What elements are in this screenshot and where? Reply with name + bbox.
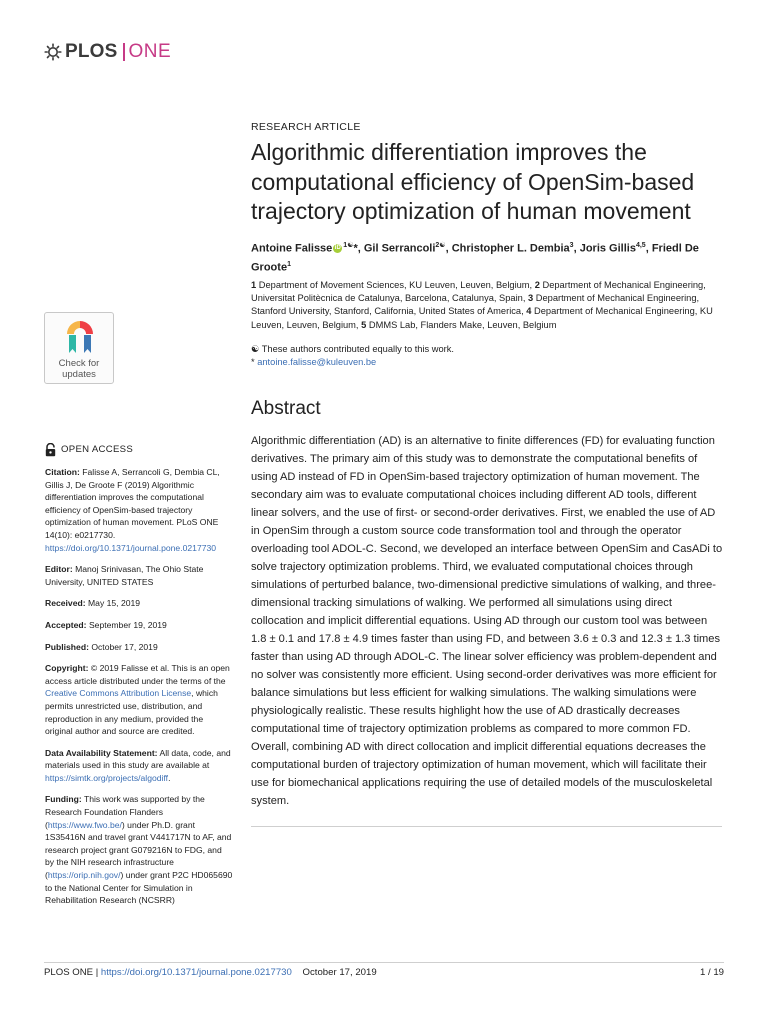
author-list: Antoine Falisse iD $^{1☯}$*, Gil Serrancoli$^{2☯}$, Christopher L. Dembia$^3$, Joris Gillis$^{4,5}$, Friedl De Groote$^1$ bbox=[251, 242, 699, 274]
funding-text-end: ) under grant P2C HD065690 to the National Center for Simulation in Rehabilitation Research (NCSRR) bbox=[45, 870, 233, 906]
copyright-label: Copyright: bbox=[45, 663, 89, 674]
author-sup: 4,5 bbox=[635, 242, 646, 249]
funding-label: Funding: bbox=[45, 794, 82, 805]
author-sup: 2☯ bbox=[435, 242, 446, 249]
author-sup: 3 bbox=[569, 242, 574, 249]
affiliation-number: 2 bbox=[534, 280, 540, 290]
page-footer bbox=[44, 967, 724, 978]
funding-block bbox=[45, 793, 233, 906]
affiliation-number: 5 bbox=[361, 319, 367, 330]
accepted-label: Accepted: bbox=[45, 619, 87, 630]
orcid-icon[interactable]: iD bbox=[334, 245, 341, 252]
page-number: 1 / 19 bbox=[699, 967, 724, 978]
footer-doi-link[interactable]: https://doi.org/10.1371/journal.pone.0217730 bbox=[100, 967, 292, 978]
article-type: RESEARCH ARTICLE bbox=[251, 121, 361, 133]
data-availability-end: . bbox=[168, 772, 171, 783]
footer-journal: PLOS ONE bbox=[44, 967, 94, 978]
open-access-text: OPEN ACCESS bbox=[61, 443, 134, 455]
logo-plos-text: PLOS bbox=[65, 41, 118, 62]
corresponding-star: * bbox=[353, 242, 358, 255]
affiliation-number: 4 bbox=[526, 306, 532, 317]
funding-fwo-link[interactable]: https://www.fwo.be/ bbox=[47, 819, 122, 830]
corresponding-mark: * bbox=[251, 356, 255, 367]
data-availability-text: All data, code, and materials used in this study are available at bbox=[45, 747, 231, 771]
copyright-block bbox=[45, 662, 233, 738]
abstract-divider bbox=[251, 826, 722, 827]
received-block bbox=[45, 597, 233, 610]
author-name[interactable]: Friedl De Groote bbox=[251, 242, 699, 274]
editor-text: Manoj Srinivasan, The Ohio State University, UNITED STATES bbox=[45, 564, 204, 587]
author-name[interactable]: Antoine Falisse bbox=[251, 242, 333, 255]
published-label: Published: bbox=[45, 641, 89, 652]
equal-contribution-note: ☯ These authors contributed equally to this work. bbox=[251, 344, 454, 354]
abstract-text: Algorithmic differentiation (AD) is an alternative to finite differences (FD) for evaluating function derivatives. The primary aim of this study was to demonstrate the computational benefits of using AD instead of FD in OpenSim-based trajectory optimization of human movement. The secondary aim was to evaluate computational choices including different AD tools, different linear solvers, and the use of first- or second-order derivatives. First, we enabled the use of AD in OpenSim through a custom source code transformation tool and through the operator overloading tool ADOL-C. Second, we developed an interface between OpenSim and CasADi to solve trajectory optimization problems. Third, we evaluated computational choices through simulations of perturbed balance, two-dimensional predictive simulations of walking, and three-dimensional tracking simulations of walking. We performed all simulations using direct collocation and implicit differential equations. Using AD through our custom tool was between 1.8 ± 0.1 and 17.8 ± 4.9 times faster than using FD, and between 3.6 ± 0.3 and 12.3 ± 1.3 times faster than using AD through ADOL-C. The linear solver efficiency was problem-dependent and no solver was consistently more efficient. Using second-order derivatives was more efficient for balance simulations but less efficient for walking simulations. The walking simulations were physiologically realistic. These results highlight how the use of AD drastically decreases computational time of trajectory optimization problems as compared to more common FD. Overall, combining AD with direct collocation and implicit differential equations decreases the computational burden of trajectory optimization of human movement, which will facilitate their use for biomechanical applications requiring the use of detailed models of the musculoskeletal system. bbox=[251, 435, 723, 807]
article-title: Algorithmic differentiation improves the computational efficiency of OpenSim-based trajectory optimization of human movement bbox=[251, 139, 695, 224]
author-name[interactable]: Christopher L. Dembia bbox=[451, 242, 570, 255]
logo-divider bbox=[123, 43, 125, 61]
affiliation-text: Department of Mechanical Engineering, KU Leuven, Leuven, Belgium, bbox=[251, 306, 713, 330]
badge-line-1: Check for bbox=[58, 358, 100, 369]
open-lock-icon bbox=[45, 443, 56, 457]
editor-label: Editor: bbox=[45, 564, 73, 575]
footer-divider bbox=[44, 962, 724, 963]
affiliation-number: 3 bbox=[528, 293, 534, 304]
citation-doi-link[interactable]: https://doi.org/10.1371/journal.pone.0217730 bbox=[45, 542, 217, 553]
plos-gear-icon bbox=[44, 43, 62, 61]
author-notes bbox=[251, 343, 731, 368]
article-info-sidebar bbox=[45, 443, 233, 916]
footer-separator: | bbox=[93, 967, 101, 978]
received-date: May 15, 2019 bbox=[88, 598, 141, 609]
footer-date: October 17, 2019 bbox=[302, 967, 377, 978]
abstract-heading: Abstract bbox=[251, 398, 321, 419]
copyright-text-end: , which permits unrestricted use, distribution, and reproduction in any medium, provided the original author and source are credited. bbox=[45, 688, 218, 737]
published-block bbox=[45, 641, 233, 654]
author-name[interactable]: Joris Gillis bbox=[579, 242, 636, 255]
received-label: Received: bbox=[45, 598, 86, 609]
citation-text: Falisse A, Serrancoli G, Dembia CL, Gillis J, De Groote F (2019) Algorithmic differentiation improves the computational efficiency of OpenSim-based trajectory optimization of human movement. PLoS ONE 14(10): e0217730. bbox=[45, 467, 220, 540]
funding-text-middle: ) under Ph.D. grant 1S35416N and travel grant V441717N to AF, and research project grant G079216N to FDG, and by the NIH research infrastructure ( bbox=[45, 819, 232, 881]
author-name[interactable]: Gil Serrancoli bbox=[363, 242, 436, 255]
affiliation-text: DMMS Lab, Flanders Make, Leuven, Belgium bbox=[368, 319, 557, 330]
open-access-label bbox=[45, 443, 233, 457]
plos-one-logo[interactable] bbox=[44, 40, 171, 64]
published-date: October 17, 2019 bbox=[91, 641, 158, 652]
citation-label: Citation: bbox=[45, 467, 80, 477]
badge-label bbox=[45, 358, 113, 380]
editor-block bbox=[45, 563, 233, 588]
crossmark-icon bbox=[65, 319, 95, 355]
copyright-text: © 2019 Falisse et al. This is an open access article distributed under the terms of the bbox=[45, 663, 230, 686]
funding-nih-link[interactable]: https://orip.nih.gov/ bbox=[47, 870, 121, 881]
accepted-date: September 19, 2019 bbox=[88, 619, 167, 630]
accepted-block bbox=[45, 619, 233, 632]
logo-one-text: ONE bbox=[128, 41, 172, 62]
affiliation-text: Department of Movement Sciences, KU Leuven, Leuven, Belgium, bbox=[258, 280, 533, 290]
affiliation-list bbox=[251, 279, 731, 332]
author-sup: 1☯ bbox=[343, 242, 354, 249]
affiliation-text: Department of Mechanical Engineering, Universitat Politècnica de Catalunya, Barcelona, Catalunya, Spain, bbox=[251, 280, 706, 304]
data-availability-link[interactable]: https://simtk.org/projects/algodiff bbox=[45, 772, 169, 783]
data-availability-label: Data Availability Statement: bbox=[45, 747, 158, 758]
affiliation-text: Department of Mechanical Engineering, Stanford University, Stanford, California, United States of America, bbox=[251, 293, 700, 317]
check-for-updates-badge[interactable] bbox=[44, 312, 114, 384]
author-sup: 1 bbox=[287, 260, 291, 268]
citation-block bbox=[45, 466, 233, 554]
license-link[interactable]: Creative Commons Attribution License bbox=[45, 688, 192, 699]
badge-line-2: updates bbox=[62, 369, 96, 380]
affiliation-number: 1 bbox=[251, 280, 257, 290]
corresponding-email-line bbox=[251, 356, 731, 369]
corresponding-email-link[interactable]: antoine.falisse@kuleuven.be bbox=[257, 356, 377, 367]
data-availability-block bbox=[45, 747, 233, 785]
funding-text: This work was supported by the Research Foundation Flanders ( bbox=[45, 794, 205, 830]
